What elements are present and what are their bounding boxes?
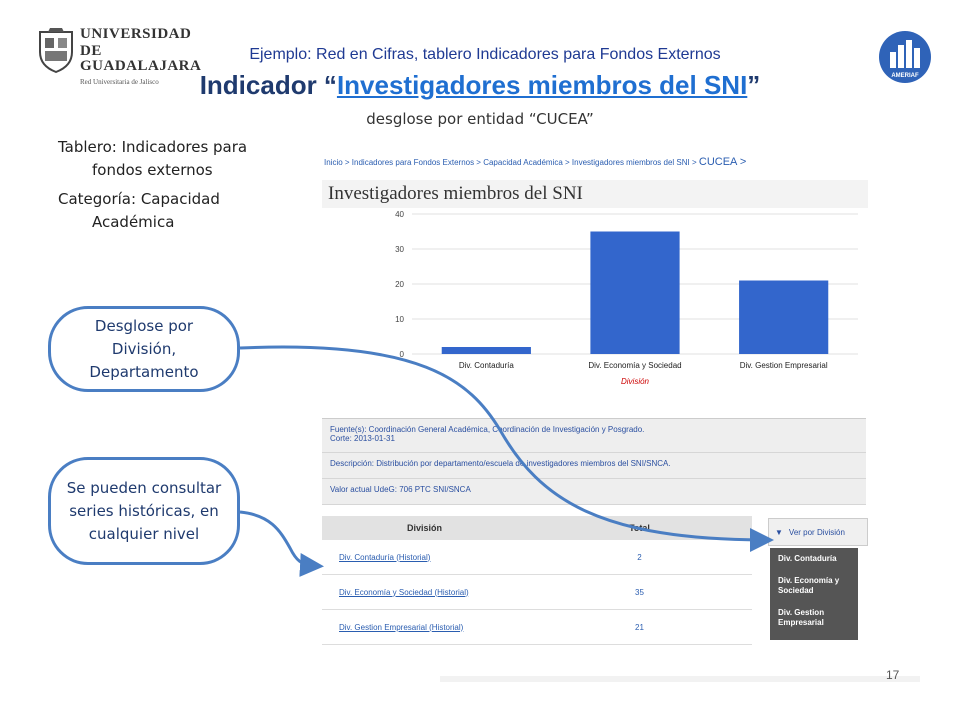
menu-item-gestion[interactable]: Div. Gestion Empresarial — [778, 608, 825, 627]
division-link[interactable]: Div. Economía y Sociedad (Historial) — [339, 587, 469, 597]
table-header — [322, 516, 752, 540]
ameriaf-label: AMERIAF — [891, 73, 919, 79]
division-link[interactable]: Div. Contaduría (Historial) — [339, 552, 431, 562]
menu-item-economia[interactable]: Div. Economía y Sociedad — [778, 576, 840, 595]
x-tick-label: Div. Economía y Sociedad — [588, 361, 682, 370]
callout-desglose: Desglose por División, Departamento — [48, 306, 240, 392]
bar — [739, 281, 828, 355]
table-row — [322, 540, 752, 575]
footer-faint-bar — [440, 676, 920, 682]
table-row — [322, 575, 752, 610]
breadcrumb-path[interactable]: Inicio > Indicadores para Fondos Externos > Capacidad Académica > Investigadores miembros del SNI > — [324, 158, 699, 167]
total-value: 2 — [637, 552, 642, 562]
ver-por-division-button[interactable] — [768, 518, 868, 546]
left-description — [58, 136, 258, 240]
col-division-header[interactable]: División — [406, 523, 442, 533]
arrow-series — [240, 512, 318, 566]
breadcrumb — [324, 156, 746, 168]
total-value: 21 — [635, 622, 644, 632]
dropdown-caret-icon: ▼ — [775, 527, 783, 537]
y-tick-label: 30 — [395, 245, 404, 254]
y-tick-label: 20 — [395, 280, 404, 289]
bar — [442, 347, 531, 354]
division-link[interactable]: Div. Gestion Empresarial (Historial) — [339, 622, 464, 632]
udg-tagline: Red Universitaria de Jalisco — [80, 78, 159, 86]
ver-por-label: Ver por División — [788, 527, 845, 537]
slide-subtitle: Ejemplo: Red en Cifras, tablero Indicadores para Fondos Externos — [249, 46, 721, 63]
menu-item-contaduria[interactable]: Div. Contaduría — [778, 554, 837, 563]
udg-name-line2: GUADALAJARA — [80, 58, 202, 74]
y-tick-label: 0 — [399, 350, 404, 359]
col-total-header[interactable]: Total — [629, 523, 650, 533]
entity-line: desglose por entidad “CUCEA” — [366, 110, 594, 128]
breadcrumb-current[interactable]: CUCEA > — [698, 156, 747, 168]
ameriaf-building-icon — [878, 30, 932, 84]
title-prefix: Indicador “ — [199, 70, 337, 100]
info-fuente: Fuente(s): Coordinación General Académica, Coordinación de Investigación y Posgrado. — [330, 425, 645, 434]
bar — [590, 232, 679, 355]
title-suffix: ” — [747, 70, 761, 100]
x-tick-label: Div. Gestion Empresarial — [739, 361, 828, 370]
y-tick-label: 10 — [395, 315, 404, 324]
x-axis-label: División — [620, 377, 650, 386]
y-tick-label: 40 — [395, 210, 404, 219]
callout-series: Se pueden consultar series históricas, en cualquier nivel — [48, 457, 240, 565]
udg-seal-icon — [36, 26, 76, 74]
division-menu — [770, 548, 858, 640]
categoria-text: Categoría: Capacidad Académica — [58, 190, 220, 231]
bar-chart — [322, 208, 868, 398]
total-value: 35 — [635, 587, 644, 597]
division-table — [322, 516, 752, 645]
x-tick-label: Div. Contaduría — [458, 361, 514, 370]
slide-title — [150, 70, 810, 101]
info-corte: Corte: 2013-01-31 — [330, 434, 395, 443]
table-row — [322, 610, 752, 645]
tablero-text: Tablero: Indicadores para fondos externos — [58, 138, 248, 179]
info-valor: Valor actual UdeG: 706 PTC SNI/SNCA — [322, 479, 866, 505]
udg-name-line1: UNIVERSIDAD DE — [80, 26, 192, 59]
info-fuente-row — [322, 419, 866, 453]
chart-title: Investigadores miembros del SNI — [322, 180, 868, 208]
page-number: 17 — [886, 668, 900, 682]
info-table — [322, 418, 866, 505]
ameriaf-logo — [878, 30, 932, 84]
info-descripcion: Descripción: Distribución por departamento/escuela de investigadores miembros del SNI/SNCA. — [322, 453, 866, 479]
title-link[interactable]: Investigadores miembros del SNI — [336, 70, 748, 100]
